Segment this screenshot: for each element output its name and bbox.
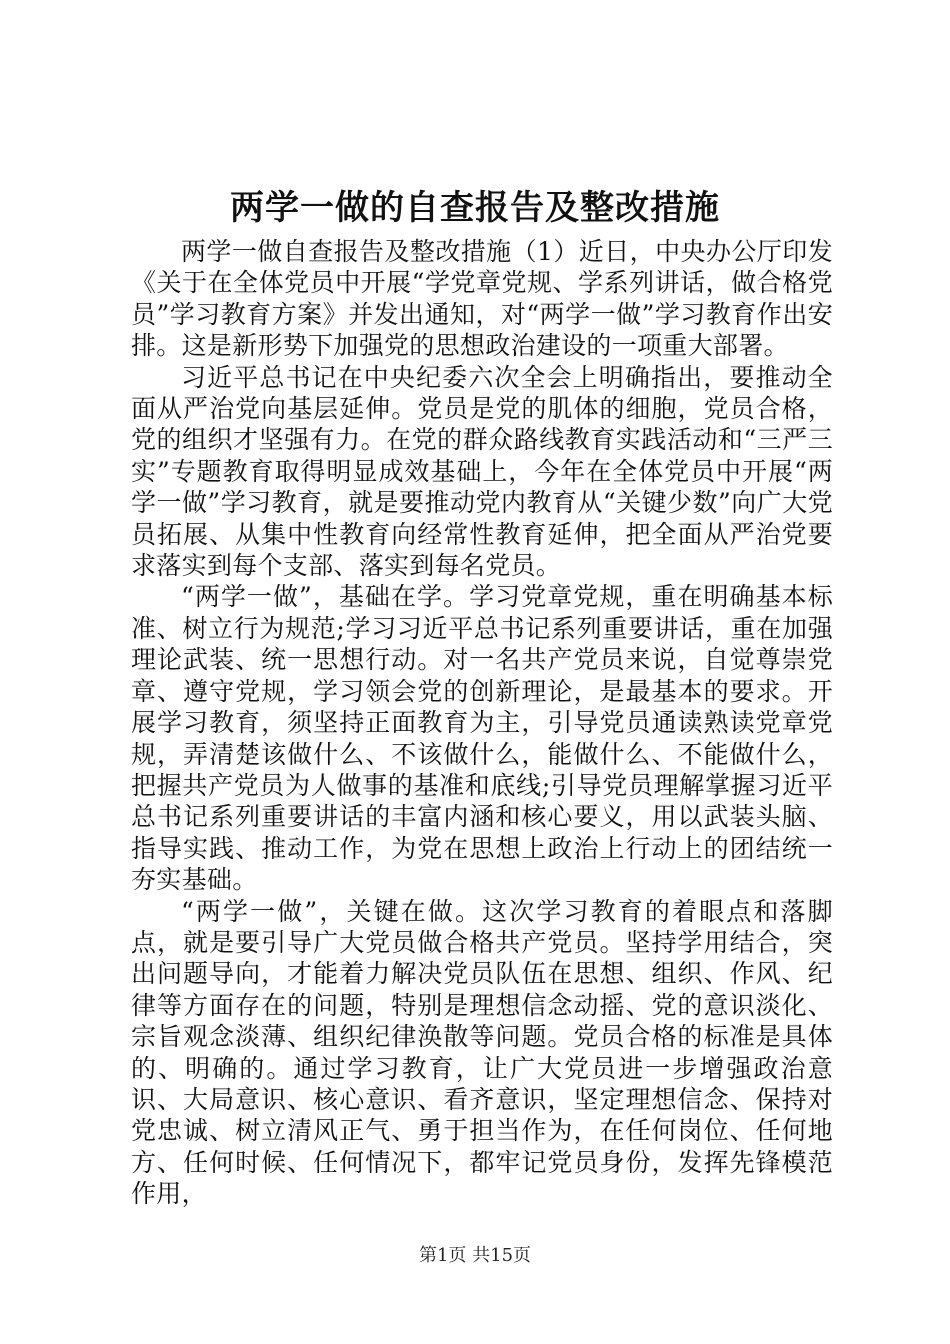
document-title: 两学一做的自查报告及整改措施: [230, 188, 720, 228]
document-body: [131, 236, 833, 1210]
paragraph-3: “两学一做”，基础在学。学习党章党规，重在明确基本标准、树立行为规范;学习习近平总书记系列重要讲话，重在加强理论武装、统一思想行动。对一名共产党员来说，自觉尊崇党章、遵守党规，学习领会党的创新理论，是最基本的要求。开展学习教育，须坚持正面教育为主，引导党员通读熟读党章党规，弄清楚该做什么、不该做什么，能做什么、不能做什么，把握共产党员为人做事的基准和底线;引导党员理解掌握习近平总书记系列重要讲话的丰富内涵和核心要义，用以武装头脑、指导实践、推动工作，为党在思想上政治上行动上的团结统一夯实基础。: [131, 582, 833, 895]
paragraph-2: 习近平总书记在中央纪委六次全会上明确指出，要推动全面从严治党向基层延伸。党员是党的肌体的细胞，党员合格，党的组织才坚强有力。在党的群众路线教育实践活动和“三严三实”专题教育取得明显成效基础上，今年在全体党员中开展“两学一做”学习教育，就是要推动党内教育从“关键少数”向广大党员拓展、从集中性教育向经常性教育延伸，把全面从严治党要求落实到每个支部、落实到每名党员。: [131, 362, 833, 581]
page-number-footer: 第1页 共15页: [418, 1245, 532, 1266]
paragraph-1: 两学一做自查报告及整改措施（1）近日，中央办公厅印发《关于在全体党员中开展“学党章党规、学系列讲话，做合格党员”学习教育方案》并发出通知，对“两学一做”学习教育作出安排。这是新形势下加强党的思想政治建设的一项重大部署。: [131, 237, 833, 361]
paragraph-4: “两学一做”，关键在做。这次学习教育的着眼点和落脚点，就是要引导广大党员做合格共产党员。坚持学用结合，突出问题导向，才能着力解决党员队伍在思想、组织、作风、纪律等方面存在的问题，特别是理想信念动摇、党的意识淡化、宗旨观念淡薄、组织纪律涣散等问题。党员合格的标准是具体的、明确的。通过学习教育，让广大党员进一步增强政治意识、大局意识、核心意识、看齐意识，坚定理想信念、保持对党忠诚、树立清风正气、勇于担当作为，在任何岗位、任何地方、任何时候、任何情况下，都牢记党员身份，发挥先锋模范作用，: [131, 896, 833, 1209]
